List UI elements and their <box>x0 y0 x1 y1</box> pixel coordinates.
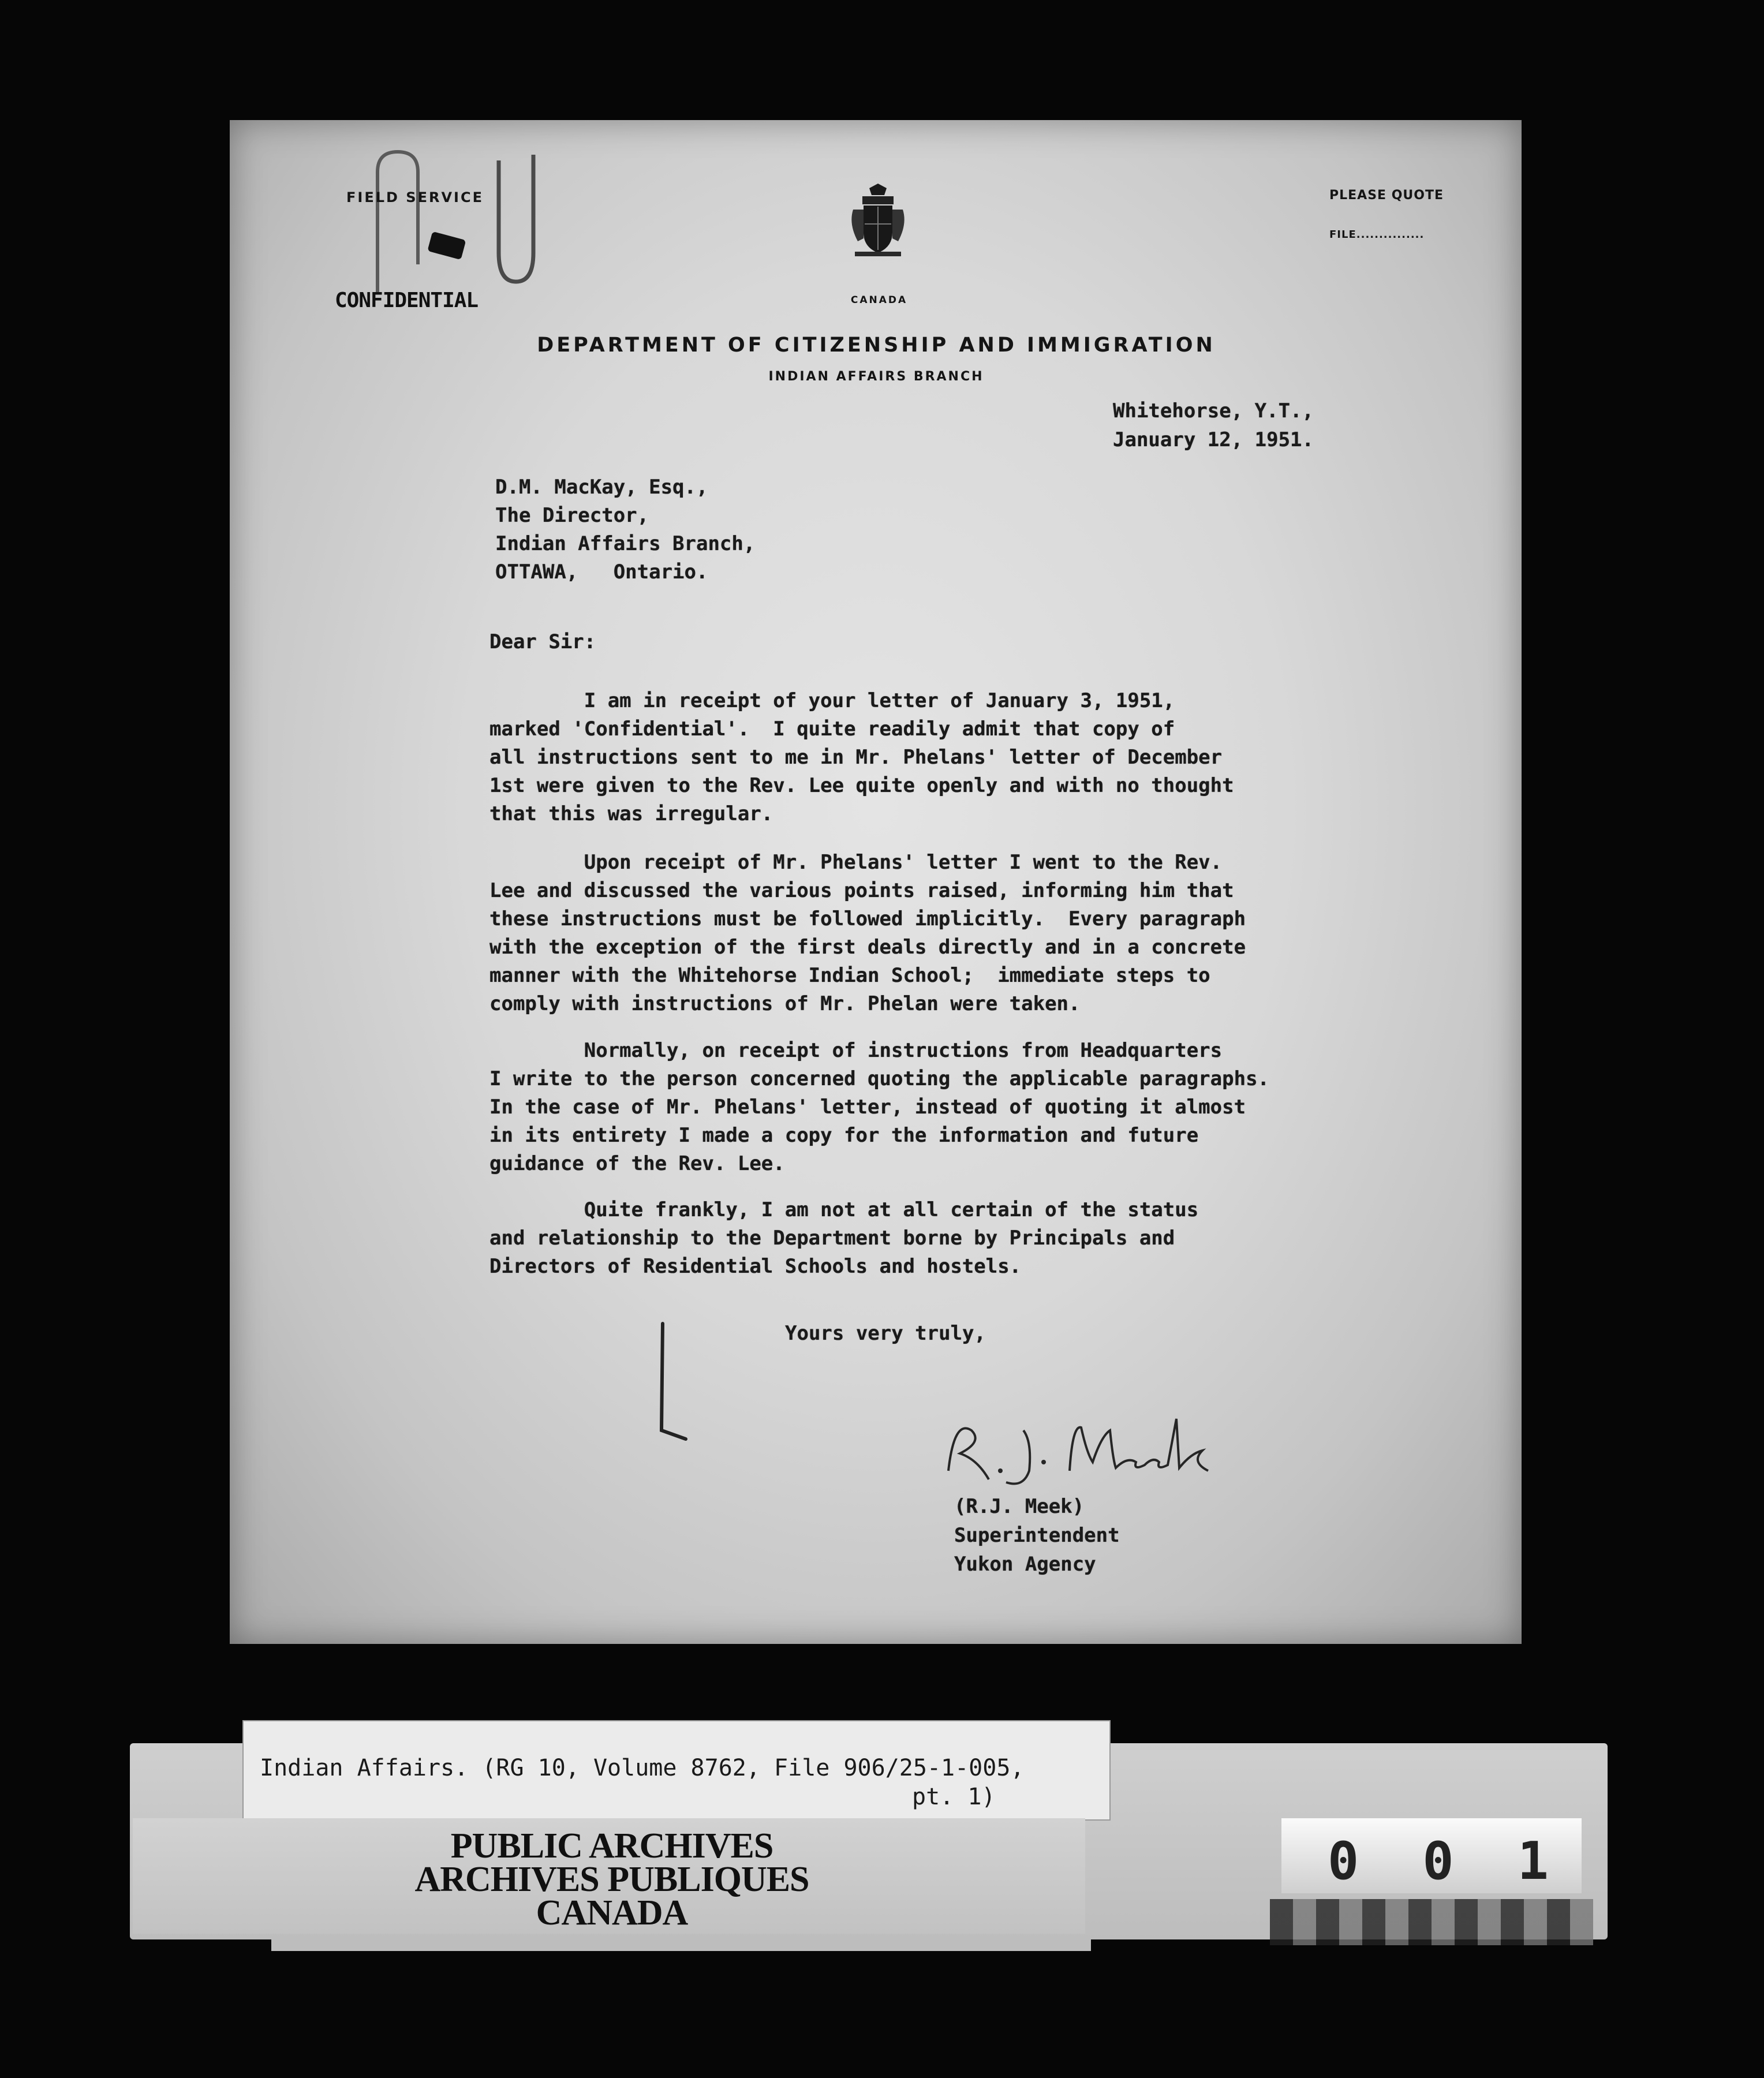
archive-stamp-line1: PUBLIC ARCHIVES <box>450 1826 773 1866</box>
field-service-label: FIELD SERVICE <box>346 189 484 205</box>
signer-agency: Yukon Agency <box>954 1553 1096 1576</box>
file-label: FILE <box>1329 229 1356 241</box>
archive-reference-line2: pt. 1) <box>912 1784 996 1810</box>
paper-clip <box>366 149 539 293</box>
letter-place: Whitehorse, Y.T., <box>1113 399 1314 423</box>
archive-card-edge <box>271 1939 1091 1951</box>
please-quote-label: PLEASE QUOTE <box>1329 188 1444 203</box>
letter-date: January 12, 1951. <box>1113 428 1314 451</box>
body-paragraph: Quite frankly, I am not at all certain of the status and relationship to the Department borne by Principals and Directors of Residential Schools and hostels. <box>489 1198 1199 1278</box>
coat-of-arms-icon <box>846 184 910 259</box>
confidential-stamp: CONFIDENTIAL <box>335 289 479 312</box>
country-label: CANADA <box>850 294 908 306</box>
closing: Yours very truly, <box>785 1322 986 1345</box>
archive-reference-line1: Indian Affairs. (RG 10, Volume 8762, File 906/25-1-005, <box>260 1755 1025 1781</box>
letter-page <box>230 120 1522 1644</box>
body-paragraph: I am in receipt of your letter of January 3, 1951, marked 'Confidential'. I quite readily admit that copy of all instructions sent to me in Mr. Phelans' letter of December 1st were given to the Rev. Lee quite openly and with no thought that this was irregular. <box>489 689 1234 825</box>
branch-title: INDIAN AFFAIRS BRANCH <box>768 369 984 384</box>
frame-number: 0 0 1 <box>1328 1831 1565 1892</box>
archive-stamp-line3: CANADA <box>536 1893 688 1933</box>
body-paragraph: Upon receipt of Mr. Phelans' letter I went to the Rev. Lee and discussed the various points raised, informing him that these instructions must be followed implicitly. Every paragraph with the exception of the first deals directly and in a concrete manner with the Whitehorse Indian School; immediate steps to comply with instructions of Mr. Phelan were taken. <box>489 851 1246 1015</box>
file-reference-line <box>1329 229 1424 241</box>
signer-name: (R.J. Meek) <box>954 1495 1085 1518</box>
file-blank: ............... <box>1356 229 1425 241</box>
signer-title: Superintendent <box>954 1524 1120 1547</box>
handwritten-signature <box>937 1407 1237 1494</box>
salutation: Dear Sir: <box>489 630 596 653</box>
archive-stamp-line2: ARCHIVES PUBLIQUES <box>414 1860 809 1899</box>
body-paragraph: Normally, on receipt of instructions from Headquarters I write to the person concerned quoting the applicable paragraphs. In the case of Mr. Phelans' letter, instead of quoting it almost in its entirety I made a copy for the information and future guidance of the Rev. Lee. <box>489 1039 1270 1175</box>
frame-counter-base <box>1270 1899 1593 1945</box>
margin-bracket-mark <box>645 1321 692 1442</box>
department-title: DEPARTMENT OF CITIZENSHIP AND IMMIGRATION <box>537 334 1216 357</box>
recipient-address: D.M. MacKay, Esq., The Director, Indian Affairs Branch, OTTAWA, Ontario. <box>495 476 756 584</box>
